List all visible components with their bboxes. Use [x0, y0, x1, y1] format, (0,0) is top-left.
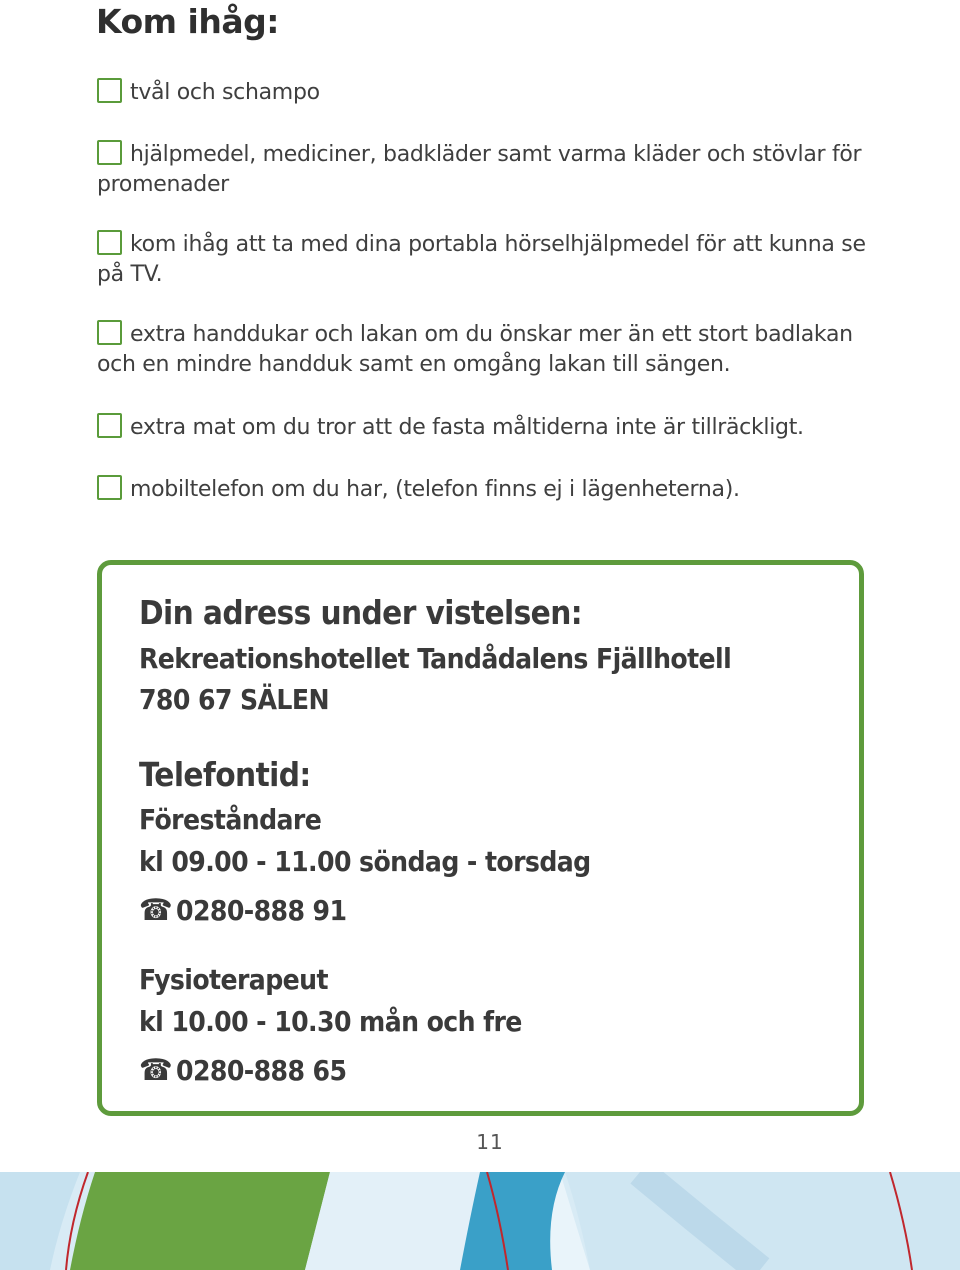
page-heading: Kom ihåg: [96, 2, 279, 41]
checkbox-icon[interactable] [97, 413, 122, 438]
checklist-item-text: extra mat om du tror att de fasta måltiderna inte är tillräckligt. [130, 415, 804, 440]
phone-number[interactable]: 0280-888 91 [176, 894, 347, 927]
checklist-item [97, 230, 867, 290]
footer-shape-green [70, 1172, 330, 1270]
checklist-item-text: hjälpmedel, mediciner, badkläder samt varma kläder och stövlar för promenader [97, 142, 862, 197]
checklist-item [97, 320, 867, 380]
checklist-item-text: extra handdukar och lakan om du önskar mer än ett stort badlakan och en mindre handduk samt en omgång lakan till sängen. [97, 322, 853, 377]
phone-manager [139, 893, 346, 928]
checklist-item [97, 413, 867, 443]
role-manager: Föreståndare [139, 803, 322, 836]
checklist-item [97, 140, 867, 200]
checkbox-icon[interactable] [97, 475, 122, 500]
address-box [97, 560, 864, 1116]
checklist-item [97, 78, 867, 108]
hours-physio: kl 10.00 - 10.30 mån och fre [139, 1005, 522, 1038]
checklist-item-text: kom ihåg att ta med dina portabla hörselhjälpmedel för att kunna se på TV. [97, 232, 866, 287]
phone-number[interactable]: 0280-888 65 [176, 1054, 347, 1087]
checkbox-icon[interactable] [97, 230, 122, 255]
role-physio: Fysioterapeut [139, 963, 328, 996]
telephone-icon: ☎ [139, 893, 173, 928]
address-line-1: Rekreationshotellet Tandådalens Fjällhotell [139, 642, 732, 675]
checklist-item-text: tvål och schampo [130, 80, 320, 105]
checklist-item-text: mobiltelefon om du har, (telefon finns ej i lägenheterna). [130, 477, 740, 502]
page-number: 11 [476, 1130, 504, 1154]
phone-hours-title: Telefontid: [139, 755, 311, 794]
telephone-icon: ☎ [139, 1053, 173, 1088]
checklist-item [97, 475, 867, 505]
hours-manager: kl 09.00 - 11.00 söndag - torsdag [139, 845, 591, 878]
checkbox-icon[interactable] [97, 320, 122, 345]
checkbox-icon[interactable] [97, 140, 122, 165]
decorative-footer [0, 1172, 960, 1270]
address-title: Din adress under vistelsen: [139, 593, 583, 632]
checkbox-icon[interactable] [97, 78, 122, 103]
address-line-2: 780 67 SÄLEN [139, 683, 329, 716]
phone-physio [139, 1053, 346, 1088]
